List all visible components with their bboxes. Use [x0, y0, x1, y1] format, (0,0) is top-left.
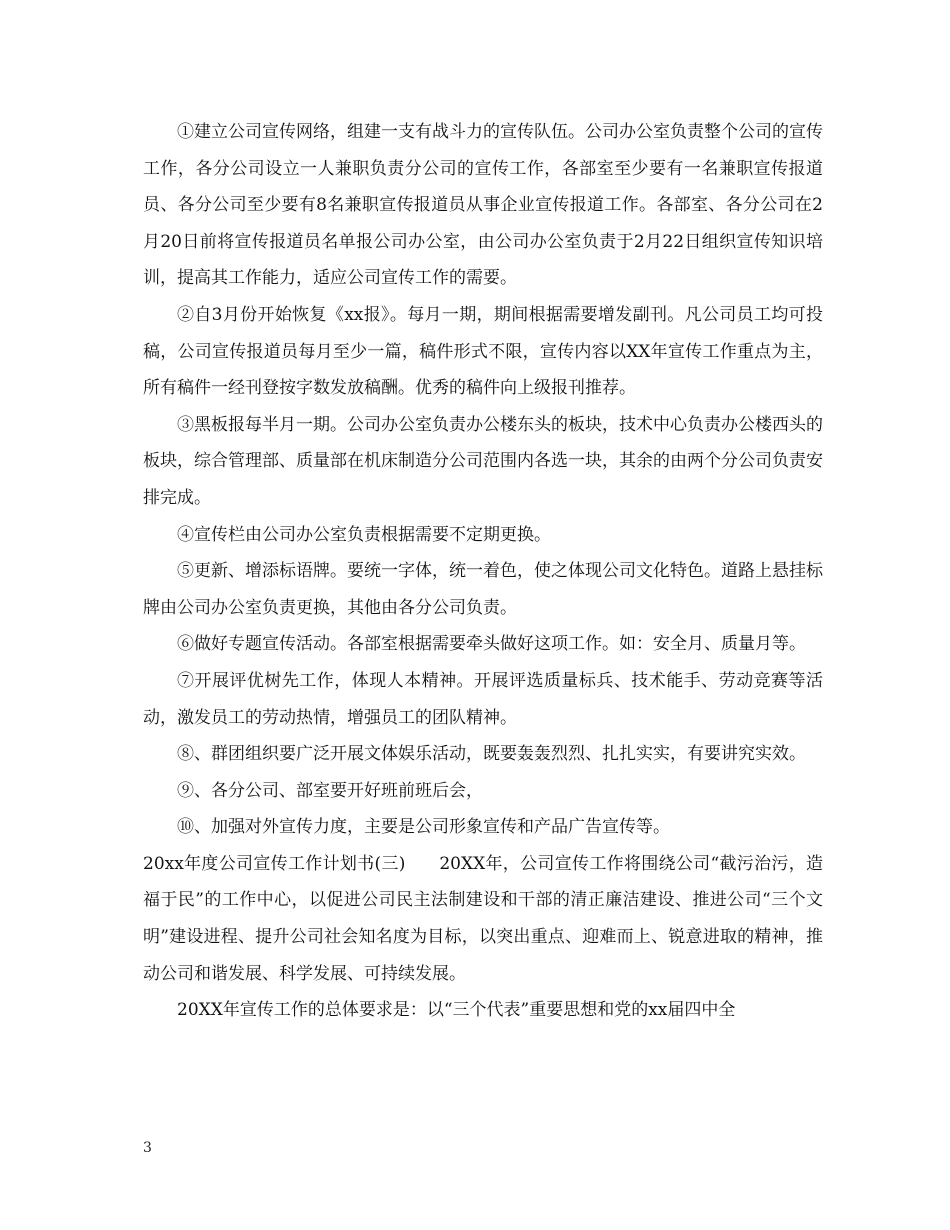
section-heading-paragraph [143, 846, 823, 992]
paragraph-item-5: ⑤更新、增添标语牌。要统一字体，统一着色，使之体现公司文化特色。道路上悬挂标牌由公司办公室负责更换，其他由各分公司负责。 [143, 561, 823, 618]
paragraph-item-9: ⑨、各分公司、部室要开好班前班后会， [177, 780, 483, 801]
paragraph-item-7: ⑦开展评优树先工作，体现人本精神。开展评选质量标兵、技术能手、劳动竞赛等活动，激发员工的劳动热情，增强员工的团队精神。 [143, 670, 823, 728]
paragraph-item-4: ④宣传栏由公司办公室负责根据需要不定期更换。 [177, 524, 551, 545]
paragraph-item-1: ①建立公司宣传网络，组建一支有战斗力的宣传队伍。公司办公室负责整个公司的宣传工作，各分公司设立一人兼职负责分公司的宣传工作，各部室至少要有一名兼职宣传报道员、各分公司至少要有8名兼职宣传报道员从事企业宣传报道工作。各部室、各分公司在2月20日前将宣传报道员名单报公司办公室，由公司办公室负责于2月22日组织宣传知识培训，提高其工作能力，适应公司宣传工作的需要。 [143, 122, 823, 289]
paragraph-item-8: ⑧、群团组织要广泛开展文体娱乐活动，既要轰轰烈烈、扎扎实实，有要讲究实效。 [177, 744, 806, 765]
paragraph-item-3: ③黑板报每半月一期。公司办公室负责办公楼东头的板块，技术中心负责办公楼西头的板块，综合管理部、质量部在机床制造分公司范围内各选一块，其余的由两个分公司负责安排完成。 [143, 414, 823, 508]
section-intro: 20XX年，公司宣传工作将围绕公司“截污治污，造福于民”的工作中心，以促进公司民主法制建设和干部的清正廉洁建设、推进公司“三个文明”建设进程、提升公司社会知名度为目标，以突出重点、迎难而上、锐意进取的精神，推动公司和谐发展、科学发展、可持续发展。 [143, 853, 823, 984]
page-number: 3 [143, 1140, 152, 1156]
paragraph-item-2: ②自3月份开始恢复《xx报》。每月一期，期间根据需要增发副刊。凡公司员工均可投稿，公司宣传报道员每月至少一篇，稿件形式不限，宣传内容以XX年宣传工作重点为主，所有稿件一经刊登按字数发放稿酬。优秀的稿件向上级报刊推荐。 [143, 304, 823, 399]
final-paragraph: 20XX年宣传工作的总体要求是：以“三个代表”重要思想和党的xx届四中全 [177, 1000, 736, 1021]
section-heading: 20xx年度公司宣传工作计划书(三) [143, 853, 406, 874]
document-body [143, 114, 823, 1029]
paragraph-item-10: ⑩、加强对外宣传力度，主要是公司形象宣传和产品广告宣传等。 [177, 817, 670, 838]
paragraph-item-6: ⑥做好专题宣传活动。各部室根据需要牵头做好这项工作。如：安全月、质量月等。 [177, 634, 806, 655]
